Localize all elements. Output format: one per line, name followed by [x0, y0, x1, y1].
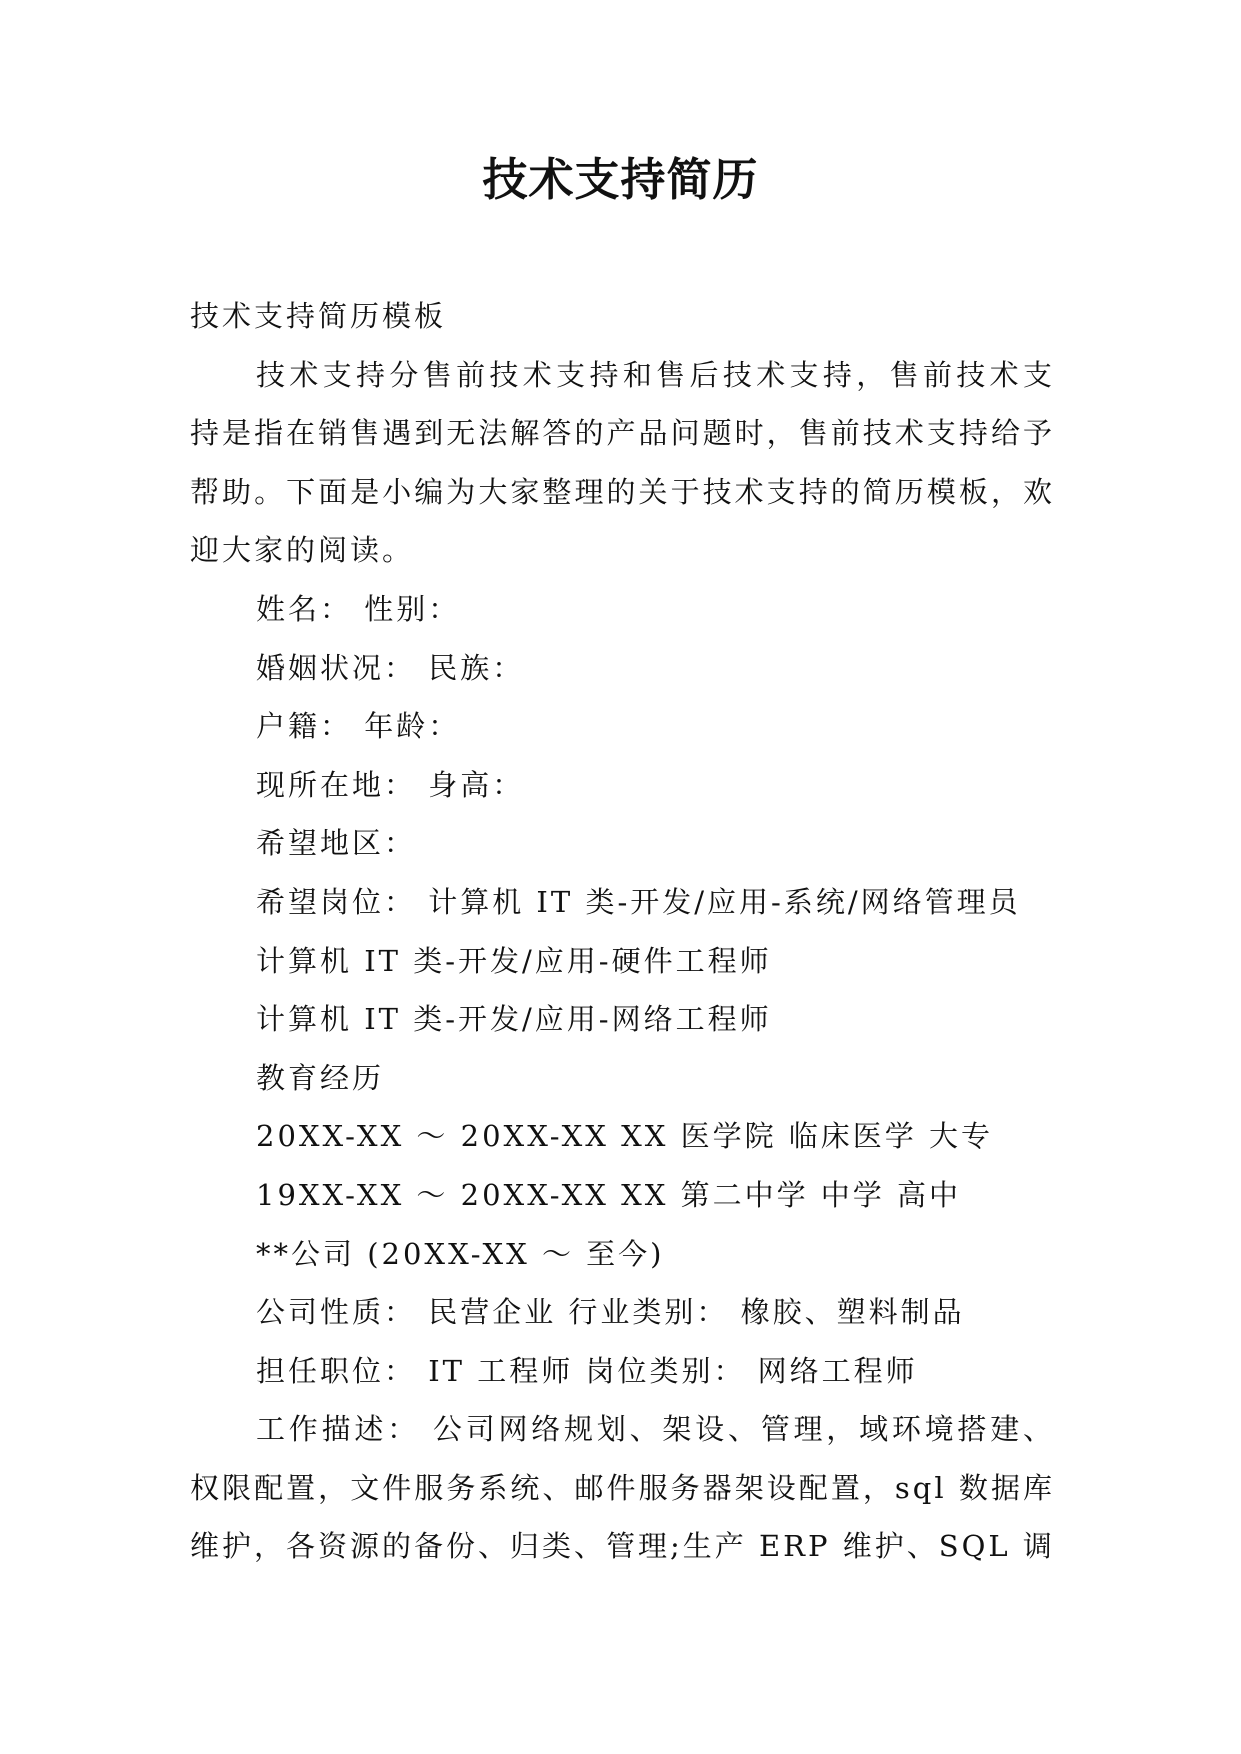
document-title: 技术支持简历 [482, 153, 759, 206]
field-desired-region: 希望地区： [256, 826, 417, 861]
company-nature-industry: 公司性质： 民营企业 行业类别： 橡胶、塑料制品 [256, 1295, 965, 1330]
document-body [190, 287, 1055, 1576]
desired-position-3: 计算机 IT 类-开发/应用-网络工程师 [256, 1002, 772, 1037]
education-heading: 教育经历 [256, 1060, 385, 1095]
subtitle: 技术支持简历模板 [190, 299, 447, 333]
intro-paragraph: 技术支持分售前技术支持和售后技术支持，售前技术支持是指在销售遇到无法解答的产品问题时，售前技术支持给予帮助。下面是小编为大家整理的关于技术支持的简历模板，欢迎大家的阅读。 [190, 357, 1055, 568]
job-title-category: 担任职位： IT 工程师 岗位类别： 网络工程师 [256, 1353, 918, 1388]
desired-position-2: 计算机 IT 类-开发/应用-硬件工程师 [256, 943, 772, 978]
field-marital-ethnicity: 婚姻状况： 民族： [256, 650, 525, 685]
field-location-height: 现所在地： 身高： [256, 767, 525, 802]
work-description: 工作描述： 公司网络规划、架设、管理，域环境搭建、权限配置，文件服务系统、邮件服务器架设配置，sql 数据库维护，各资源的备份、归类、管理;生产 ERP 维护、SQL 调 [190, 1412, 1055, 1564]
education-entry-1: 20XX-XX ～ 20XX-XX XX 医学院 临床医学 大专 [256, 1119, 994, 1154]
field-name-gender: 姓名： 性别： [256, 591, 461, 626]
field-desired-position: 希望岗位： 计算机 IT 类-开发/应用-系统/网络管理员 [256, 884, 1021, 919]
company-entry: **公司 (20XX-XX ～ 至今) [256, 1236, 665, 1271]
education-entry-2: 19XX-XX ～ 20XX-XX XX 第二中学 中学 高中 [256, 1177, 962, 1212]
field-hukou-age: 户籍： 年龄： [256, 709, 461, 744]
